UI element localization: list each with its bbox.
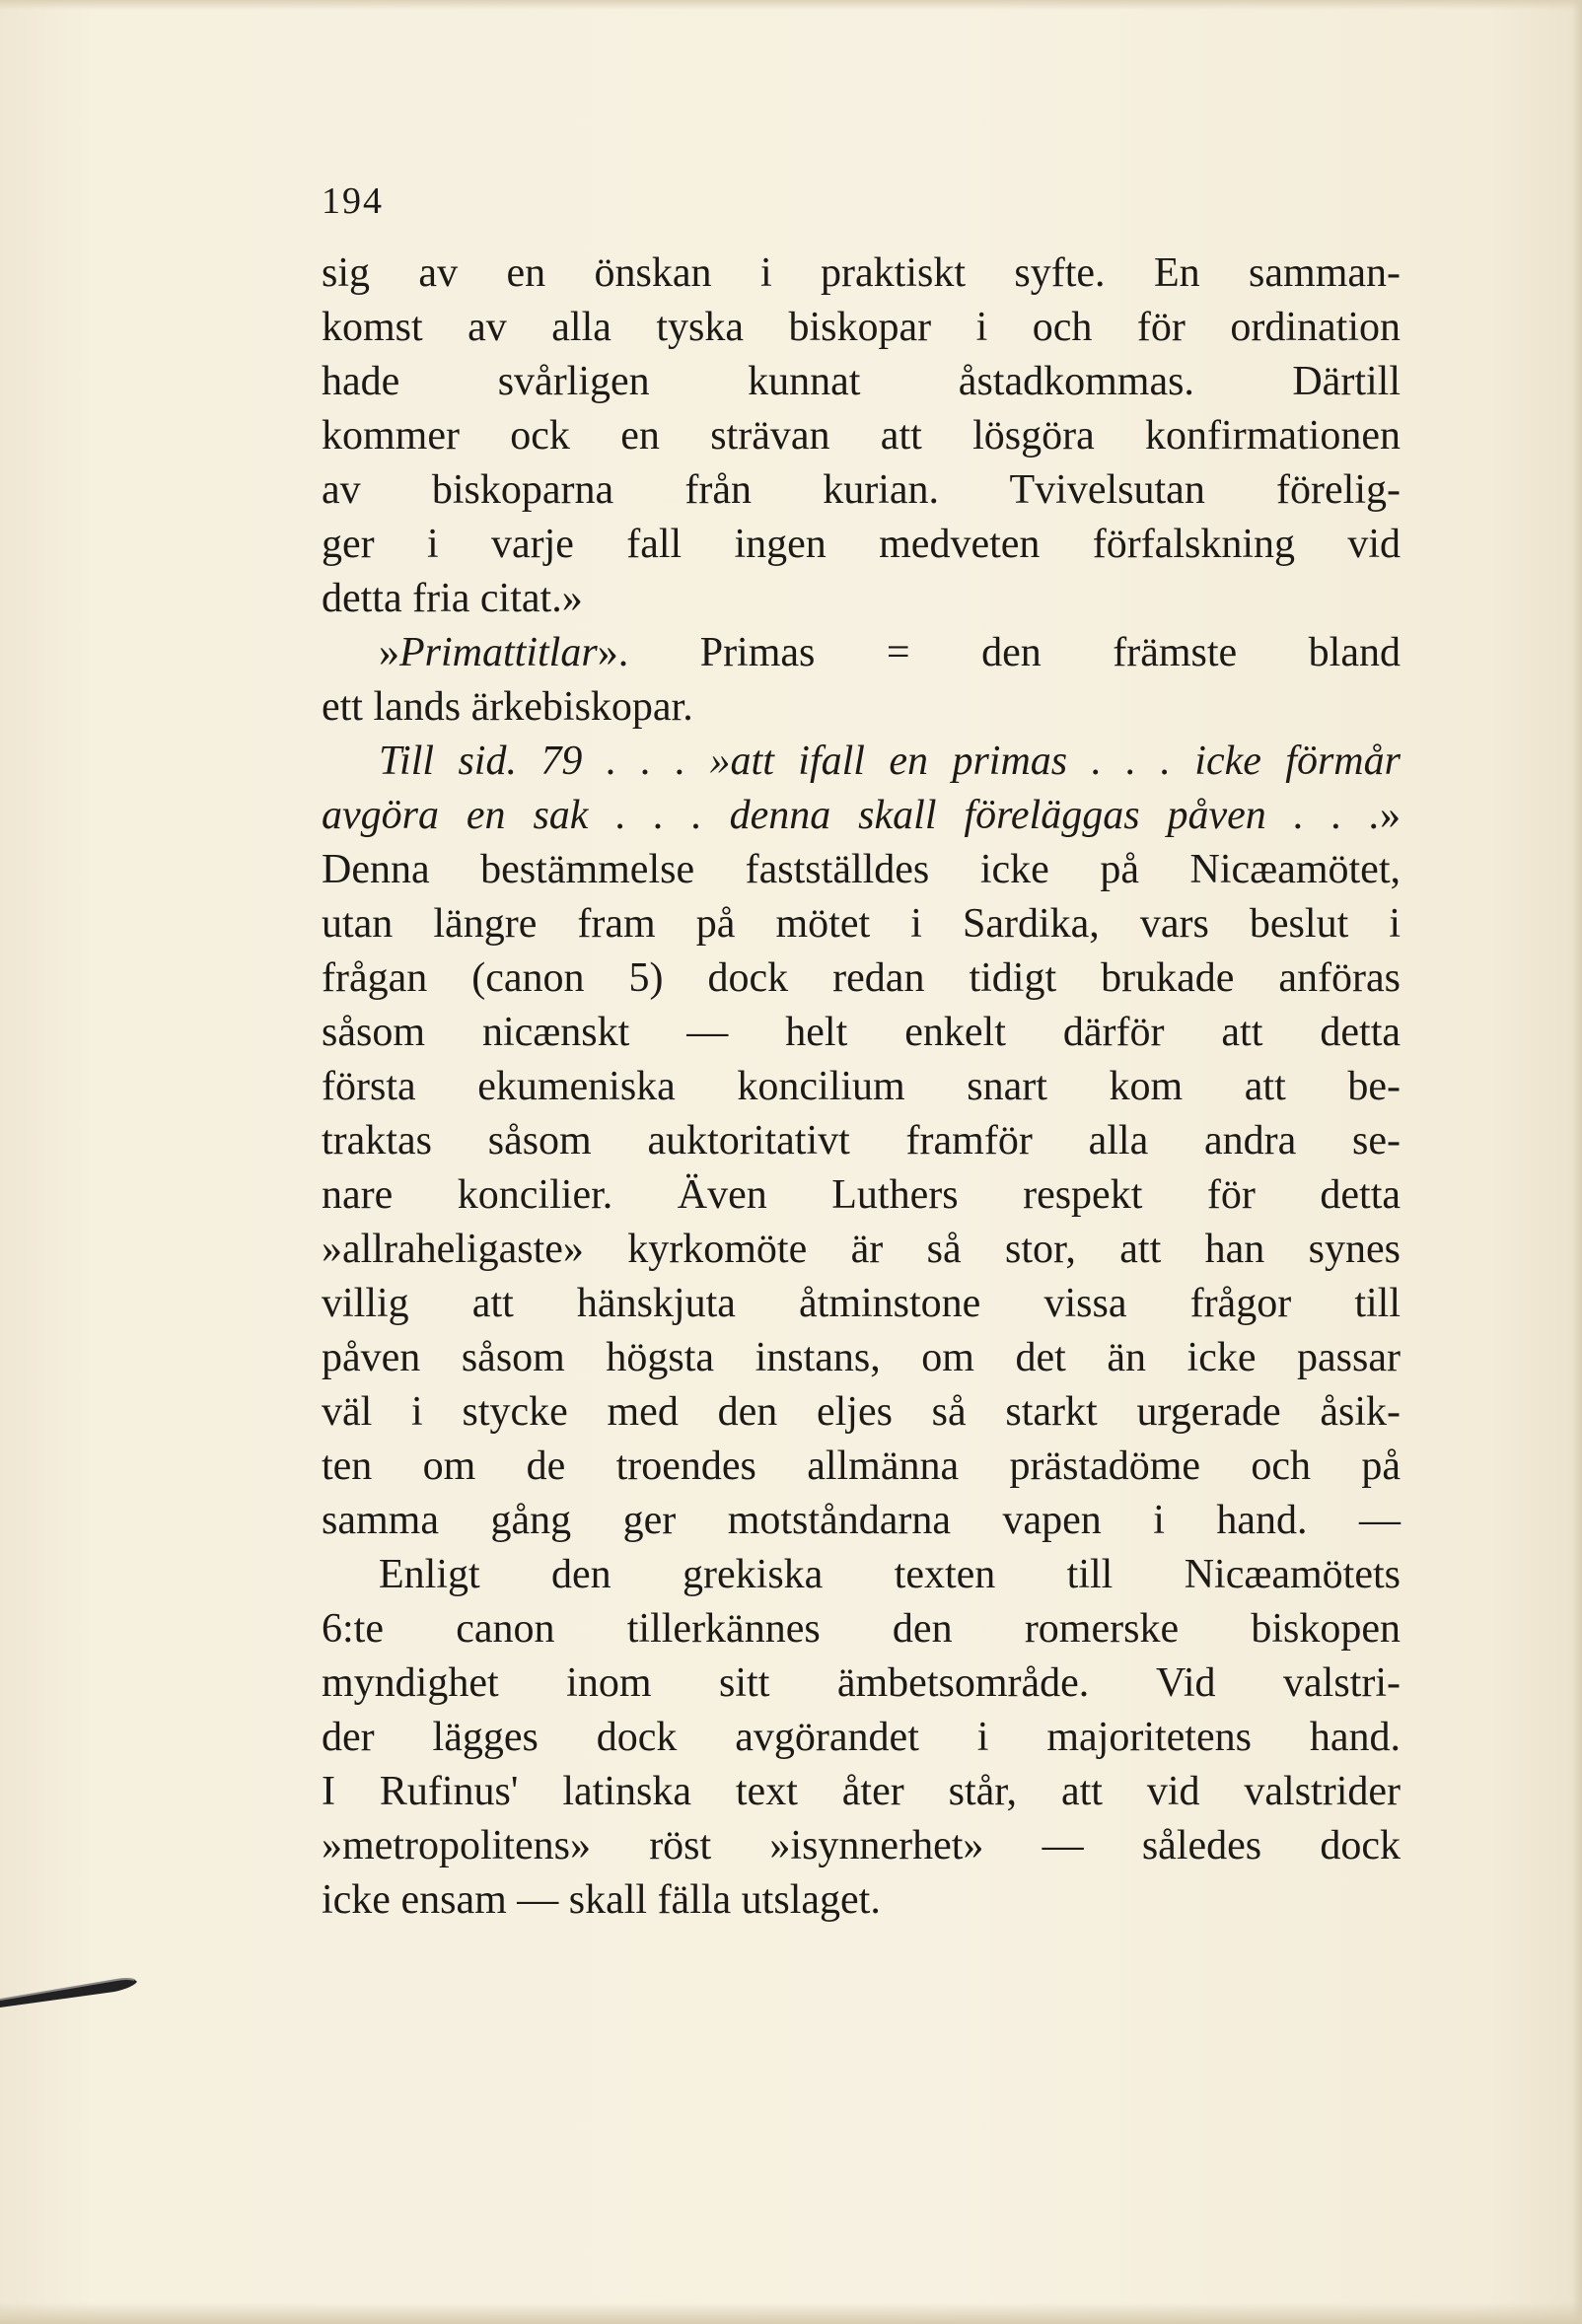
text-line: såsom nicænskt — helt enkelt därför att detta (322, 1010, 1401, 1055)
page-top-edge (0, 0, 1582, 10)
page-right-edge (1572, 0, 1582, 2324)
text-line (322, 626, 1401, 680)
text-line: Denna bestämmelse fastställdes icke på Nicæamötet, (322, 847, 1401, 892)
italic-term: Primattitlar (399, 630, 598, 675)
text-line: hade svårligen kunnat åstadkommas. Därtill (322, 359, 1401, 404)
text-line: traktas såsom auktoritativt framför alla andra se- (322, 1118, 1401, 1163)
text-line: ger i varje fall ingen medveten förfalskning vid (322, 522, 1401, 567)
page-number: 194 (322, 180, 384, 222)
text-line: icke ensam — skall fälla utslaget. (322, 1877, 881, 1923)
text-line: »allraheligaste» kyrkomöte är så stor, att han synes (322, 1227, 1401, 1272)
body-text (322, 246, 1401, 1928)
text-line: kommer ock en strävan att lösgöra konfirmationen (322, 413, 1401, 458)
page-bottom-edge (0, 2302, 1582, 2324)
text-line: I Rufinus' latinska text åter står, att vid valstrider (322, 1769, 1401, 1814)
text-line (322, 789, 1401, 843)
text-line: detta fria citat.» (322, 576, 583, 621)
italic-line: Till sid. 79 . . . »att ifall en primas . . . icke förmår (379, 739, 1401, 784)
text-line: komst av alla tyska biskopar i och för ordination (322, 305, 1401, 350)
text-line: samma gång ger motståndarna vapen i hand. — (322, 1498, 1401, 1543)
text-line: påven såsom högsta instans, om det än icke passar (322, 1335, 1401, 1380)
pen-tip-icon (0, 1970, 138, 2009)
quote-close: » (1380, 793, 1401, 838)
italic-segment: avgöra en sak . . . denna skall föreläggas påven . . . (322, 793, 1380, 838)
text-line: »metropolitens» röst »isynnerhet» — således dock (322, 1823, 1401, 1868)
text-line: nare koncilier. Även Luthers respekt för detta (322, 1172, 1401, 1218)
text-line: första ekumeniska koncilium snart kom att be- (322, 1064, 1401, 1109)
text-line: 6:te canon tillerkännes den romerske biskopen (322, 1606, 1401, 1652)
text-line: myndighet inom sitt ämbetsområde. Vid valstri- (322, 1660, 1401, 1706)
text-line: Enligt den grekiska texten till Nicæamötets (379, 1552, 1401, 1597)
text-line: sig av en önskan i praktiskt syfte. En samman- (322, 250, 1401, 296)
text-line: ett lands ärkebiskopar. (322, 684, 693, 730)
text-line: väl i stycke med den eljes så starkt urgerade åsik- (322, 1389, 1401, 1435)
text-line: utan längre fram på mötet i Sardika, vars beslut i (322, 901, 1401, 947)
text-line: villig att hänskjuta åtminstone vissa frågor till (322, 1281, 1401, 1326)
text-segment: ». Primas = den främste bland (597, 630, 1401, 675)
text-line: av biskoparna från kurian. Tvivelsutan förelig- (322, 467, 1401, 513)
text-line: frågan (canon 5) dock redan tidigt brukade anföras (322, 955, 1401, 1001)
text-line: der lägges dock avgörandet i majoritetens hand. (322, 1715, 1401, 1760)
quote-open: » (379, 630, 399, 675)
text-line: ten om de troendes allmänna prästadöme och på (322, 1444, 1401, 1489)
